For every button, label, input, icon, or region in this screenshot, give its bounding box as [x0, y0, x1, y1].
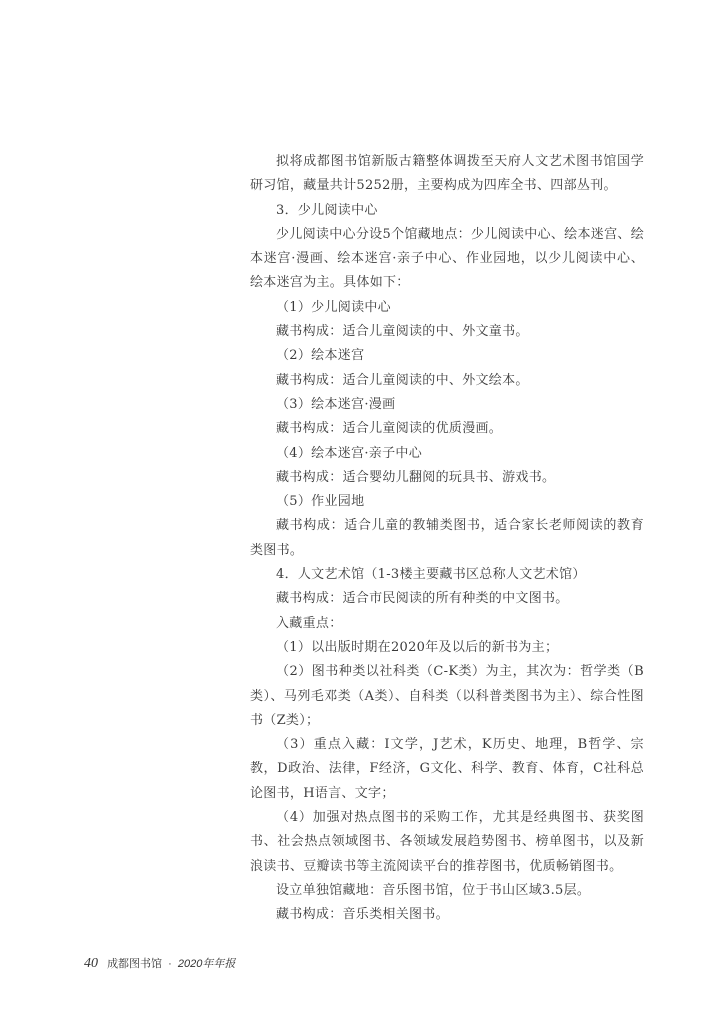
publication-name: 成都图书馆 — [107, 958, 163, 970]
report-year-label: 2020年年报 — [177, 958, 236, 970]
paragraph: 藏书构成：适合儿童阅读的优质漫画。 — [276, 421, 503, 437]
list-item-heading: （3）绘本迷宫·漫画 — [276, 396, 396, 412]
list-item: （4）加强对热点图书的采购工作，尤其是经典图书、获奖图书、社会热点领域图书、各领域发展趋势图书、榜单图书，以及新浪读书、豆瓣读书等主流阅读平台的推荐图书，优质畅销图书。 — [250, 810, 644, 874]
paragraph: 藏书构成：适合儿童阅读的中、外文绘本。 — [276, 372, 529, 388]
page-number: 40 — [84, 956, 98, 971]
paragraph: 入藏重点： — [276, 615, 343, 631]
paragraph: 藏书构成：音乐类相关图书。 — [276, 907, 449, 923]
body-text — [250, 150, 644, 928]
list-item-heading: （5）作业园地 — [276, 494, 365, 510]
list-item-heading: （4）绘本迷宫·亲子中心 — [276, 445, 423, 461]
paragraph: 藏书构成：适合儿童的教辅类图书，适合家长老师阅读的教育类图书。 — [250, 518, 644, 558]
paragraph: 藏书构成：适合儿童阅读的中、外文童书。 — [276, 324, 529, 340]
section-heading: 4．人文艺术馆（1-3楼主要藏书区总称人文艺术馆） — [276, 567, 586, 583]
section-heading: 3．少儿阅读中心 — [276, 202, 378, 218]
list-item: （2）图书种类以社科类（C-K类）为主，其次为：哲学类（B类）、马列毛邓类（A类）、自科类（以科普类图书为主）、综合性图书（Z类）； — [250, 664, 644, 728]
list-item: （3）重点入藏：I文学，J艺术，K历史、地理，B哲学、宗教，D政治、法律，F经济，G文化、科学、教育、体育，C社科总论图书，H语言、文字； — [250, 737, 644, 801]
paragraph: 拟将成都图书馆新版古籍整体调拨至天府人文艺术图书馆国学研习馆，藏量共计5252册，主要构成为四库全书、四部丛刊。 — [250, 154, 644, 194]
list-item-heading: （2）绘本迷宫 — [276, 348, 365, 364]
page-footer — [84, 955, 235, 972]
footer-separator: · — [168, 958, 172, 970]
paragraph: 藏书构成：适合婴幼儿翻阅的玩具书、游戏书。 — [276, 469, 556, 485]
paragraph: 设立单独馆藏地：音乐图书馆，位于书山区域3.5层。 — [276, 882, 591, 898]
list-item-heading: （1）少儿阅读中心 — [276, 299, 391, 315]
list-item: （1）以出版时期在2020年及以后的新书为主； — [276, 639, 559, 655]
paragraph: 藏书构成：适合市民阅读的所有种类的中文图书。 — [276, 591, 569, 607]
paragraph: 少儿阅读中心分设5个馆藏地点：少儿阅读中心、绘本迷宫、绘本迷宫·漫画、绘本迷宫·亲子中心、作业园地，以少儿阅读中心、绘本迷宫为主。具体如下： — [250, 226, 644, 291]
